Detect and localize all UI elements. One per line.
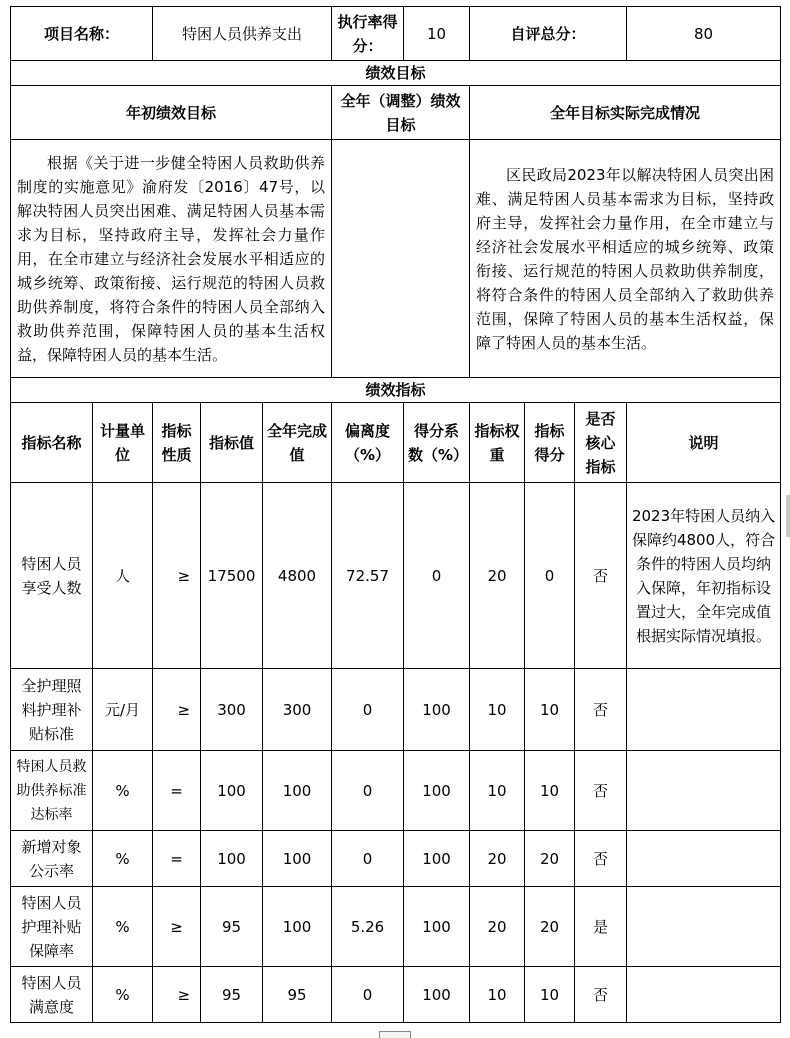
col-header: 指标权重 [470,403,525,483]
indicator-nature: ≥ [153,483,201,669]
indicator-name: 新增对象公示率 [11,831,93,887]
goals-header-row [11,86,781,140]
indicator-note [627,669,781,751]
adjusted-goal-header: 全年（调整）绩效目标 [332,86,470,140]
indicator-weight: 10 [470,669,525,751]
indicator-actual: 100 [263,887,332,967]
indicator-unit: % [93,751,153,831]
indicator-nature: ≥ [153,967,201,1023]
self-score-value: 80 [627,7,781,61]
self-score-label: 自评总分： [470,7,627,61]
indicator-core: 是 [575,887,627,967]
indicator-target: 95 [201,967,263,1023]
table-row [11,831,781,887]
indicators-section-title: 绩效指标 [11,378,781,403]
indicators-header-row [11,403,781,483]
indicator-unit: % [93,967,153,1023]
col-header: 说明 [627,403,781,483]
indicator-actual: 300 [263,669,332,751]
col-header: 是否核心指标 [575,403,627,483]
indicator-score: 20 [525,887,575,967]
indicator-core: 否 [575,669,627,751]
goals-content-row [11,140,781,378]
indicator-target: 300 [201,669,263,751]
indicator-deviation: 0 [332,669,404,751]
goals-section-title: 绩效目标 [11,61,781,86]
indicator-unit: % [93,887,153,967]
col-header: 偏离度（%） [332,403,404,483]
indicator-coef: 100 [404,831,470,887]
project-name-value: 特困人员供养支出 [153,7,332,61]
col-header: 得分系数（%） [404,403,470,483]
table-row [11,751,781,831]
indicator-nature: = [153,751,201,831]
indicator-target: 17500 [201,483,263,669]
initial-goal-text: 根据《关于进一步健全特困人员救助供养制度的实施意见》渝府发〔2016〕47号，以解决特困人员突出困难、满足特困人员基本需求为目标，坚持政府主导，发挥社会力量作用，在全市建立与经济社会发展水平相适应的城乡统筹、政策衔接、运行规范的特困人员救助供养制度，将符合条件的特困人员全部纳入救助供养范围，保障特困人员的基本生活权益，保障特困人员的基本生活。 [11,140,332,378]
indicator-score: 10 [525,751,575,831]
col-header: 全年完成值 [263,403,332,483]
indicator-coef: 100 [404,751,470,831]
goals-section-row [11,61,781,86]
indicator-actual: 4800 [263,483,332,669]
table-row [11,483,781,669]
indicator-deviation: 0 [332,831,404,887]
indicator-deviation: 0 [332,751,404,831]
scrollbar-thumb[interactable] [786,495,790,537]
col-header: 指标名称 [11,403,93,483]
col-header: 指标得分 [525,403,575,483]
indicator-score: 10 [525,669,575,751]
indicator-deviation: 5.26 [332,887,404,967]
col-header: 计量单位 [93,403,153,483]
indicator-note: 2023年特困人员纳入保障约4800人，符合条件的特困人员均纳入保障，年初指标设置过大，全年完成值根据实际情况填报。 [627,483,781,669]
indicator-name: 特困人员救助供养标准达标率 [11,751,93,831]
indicator-name: 特困人员享受人数 [11,483,93,669]
table-row [11,669,781,751]
indicator-name: 特困人员护理补贴保障率 [11,887,93,967]
indicator-core: 否 [575,967,627,1023]
indicator-unit: 元/月 [93,669,153,751]
indicator-deviation: 0 [332,967,404,1023]
indicator-weight: 20 [470,887,525,967]
exec-rate-label: 执行率得分： [332,7,404,61]
initial-goal-header: 年初绩效目标 [11,86,332,140]
indicator-note [627,831,781,887]
indicator-coef: 100 [404,887,470,967]
col-header: 指标值 [201,403,263,483]
performance-evaluation-table [10,6,781,1023]
indicator-actual: 100 [263,751,332,831]
indicator-nature: ≥ [153,669,201,751]
actual-completion-text: 区民政局2023年以解决特困人员突出困难、满足特困人员基本需求为目标，坚持政府主导，发挥社会力量作用，在全市建立与经济社会发展水平相适应的城乡统筹、政策衔接、运行规范的特困人员救助供养制度，将符合条件的特困人员全部纳入了救助供养范围，保障了特困人员的基本生活权益，保障了特困人员的基本生活。 [470,140,781,378]
indicator-note [627,967,781,1023]
exec-rate-value: 10 [404,7,470,61]
indicator-actual: 95 [263,967,332,1023]
indicator-core: 否 [575,483,627,669]
indicators-section-row [11,378,781,403]
actual-completion-header: 全年目标实际完成情况 [470,86,781,140]
indicator-unit: 人 [93,483,153,669]
project-name-label: 项目名称： [11,7,153,61]
indicator-coef: 100 [404,669,470,751]
indicator-coef: 100 [404,967,470,1023]
indicator-nature: ≥ [153,887,201,967]
indicator-actual: 100 [263,831,332,887]
indicator-score: 10 [525,967,575,1023]
indicator-target: 100 [201,831,263,887]
summary-row [11,7,781,61]
indicator-target: 100 [201,751,263,831]
indicator-note [627,751,781,831]
indicator-weight: 10 [470,967,525,1023]
col-header: 指标性质 [153,403,201,483]
indicator-deviation: 72.57 [332,483,404,669]
indicator-weight: 10 [470,751,525,831]
indicator-name: 全护理照料护理补贴标准 [11,669,93,751]
indicator-unit: % [93,831,153,887]
indicator-name: 特困人员满意度 [11,967,93,1023]
indicator-score: 0 [525,483,575,669]
indicator-weight: 20 [470,831,525,887]
indicator-note [627,887,781,967]
indicator-nature: = [153,831,201,887]
indicator-core: 否 [575,751,627,831]
indicator-score: 20 [525,831,575,887]
indicator-target: 95 [201,887,263,967]
adjusted-goal-text [332,140,470,378]
table-row [11,967,781,1023]
table-row [11,887,781,967]
indicator-core: 否 [575,831,627,887]
indicator-coef: 0 [404,483,470,669]
indicator-weight: 20 [470,483,525,669]
